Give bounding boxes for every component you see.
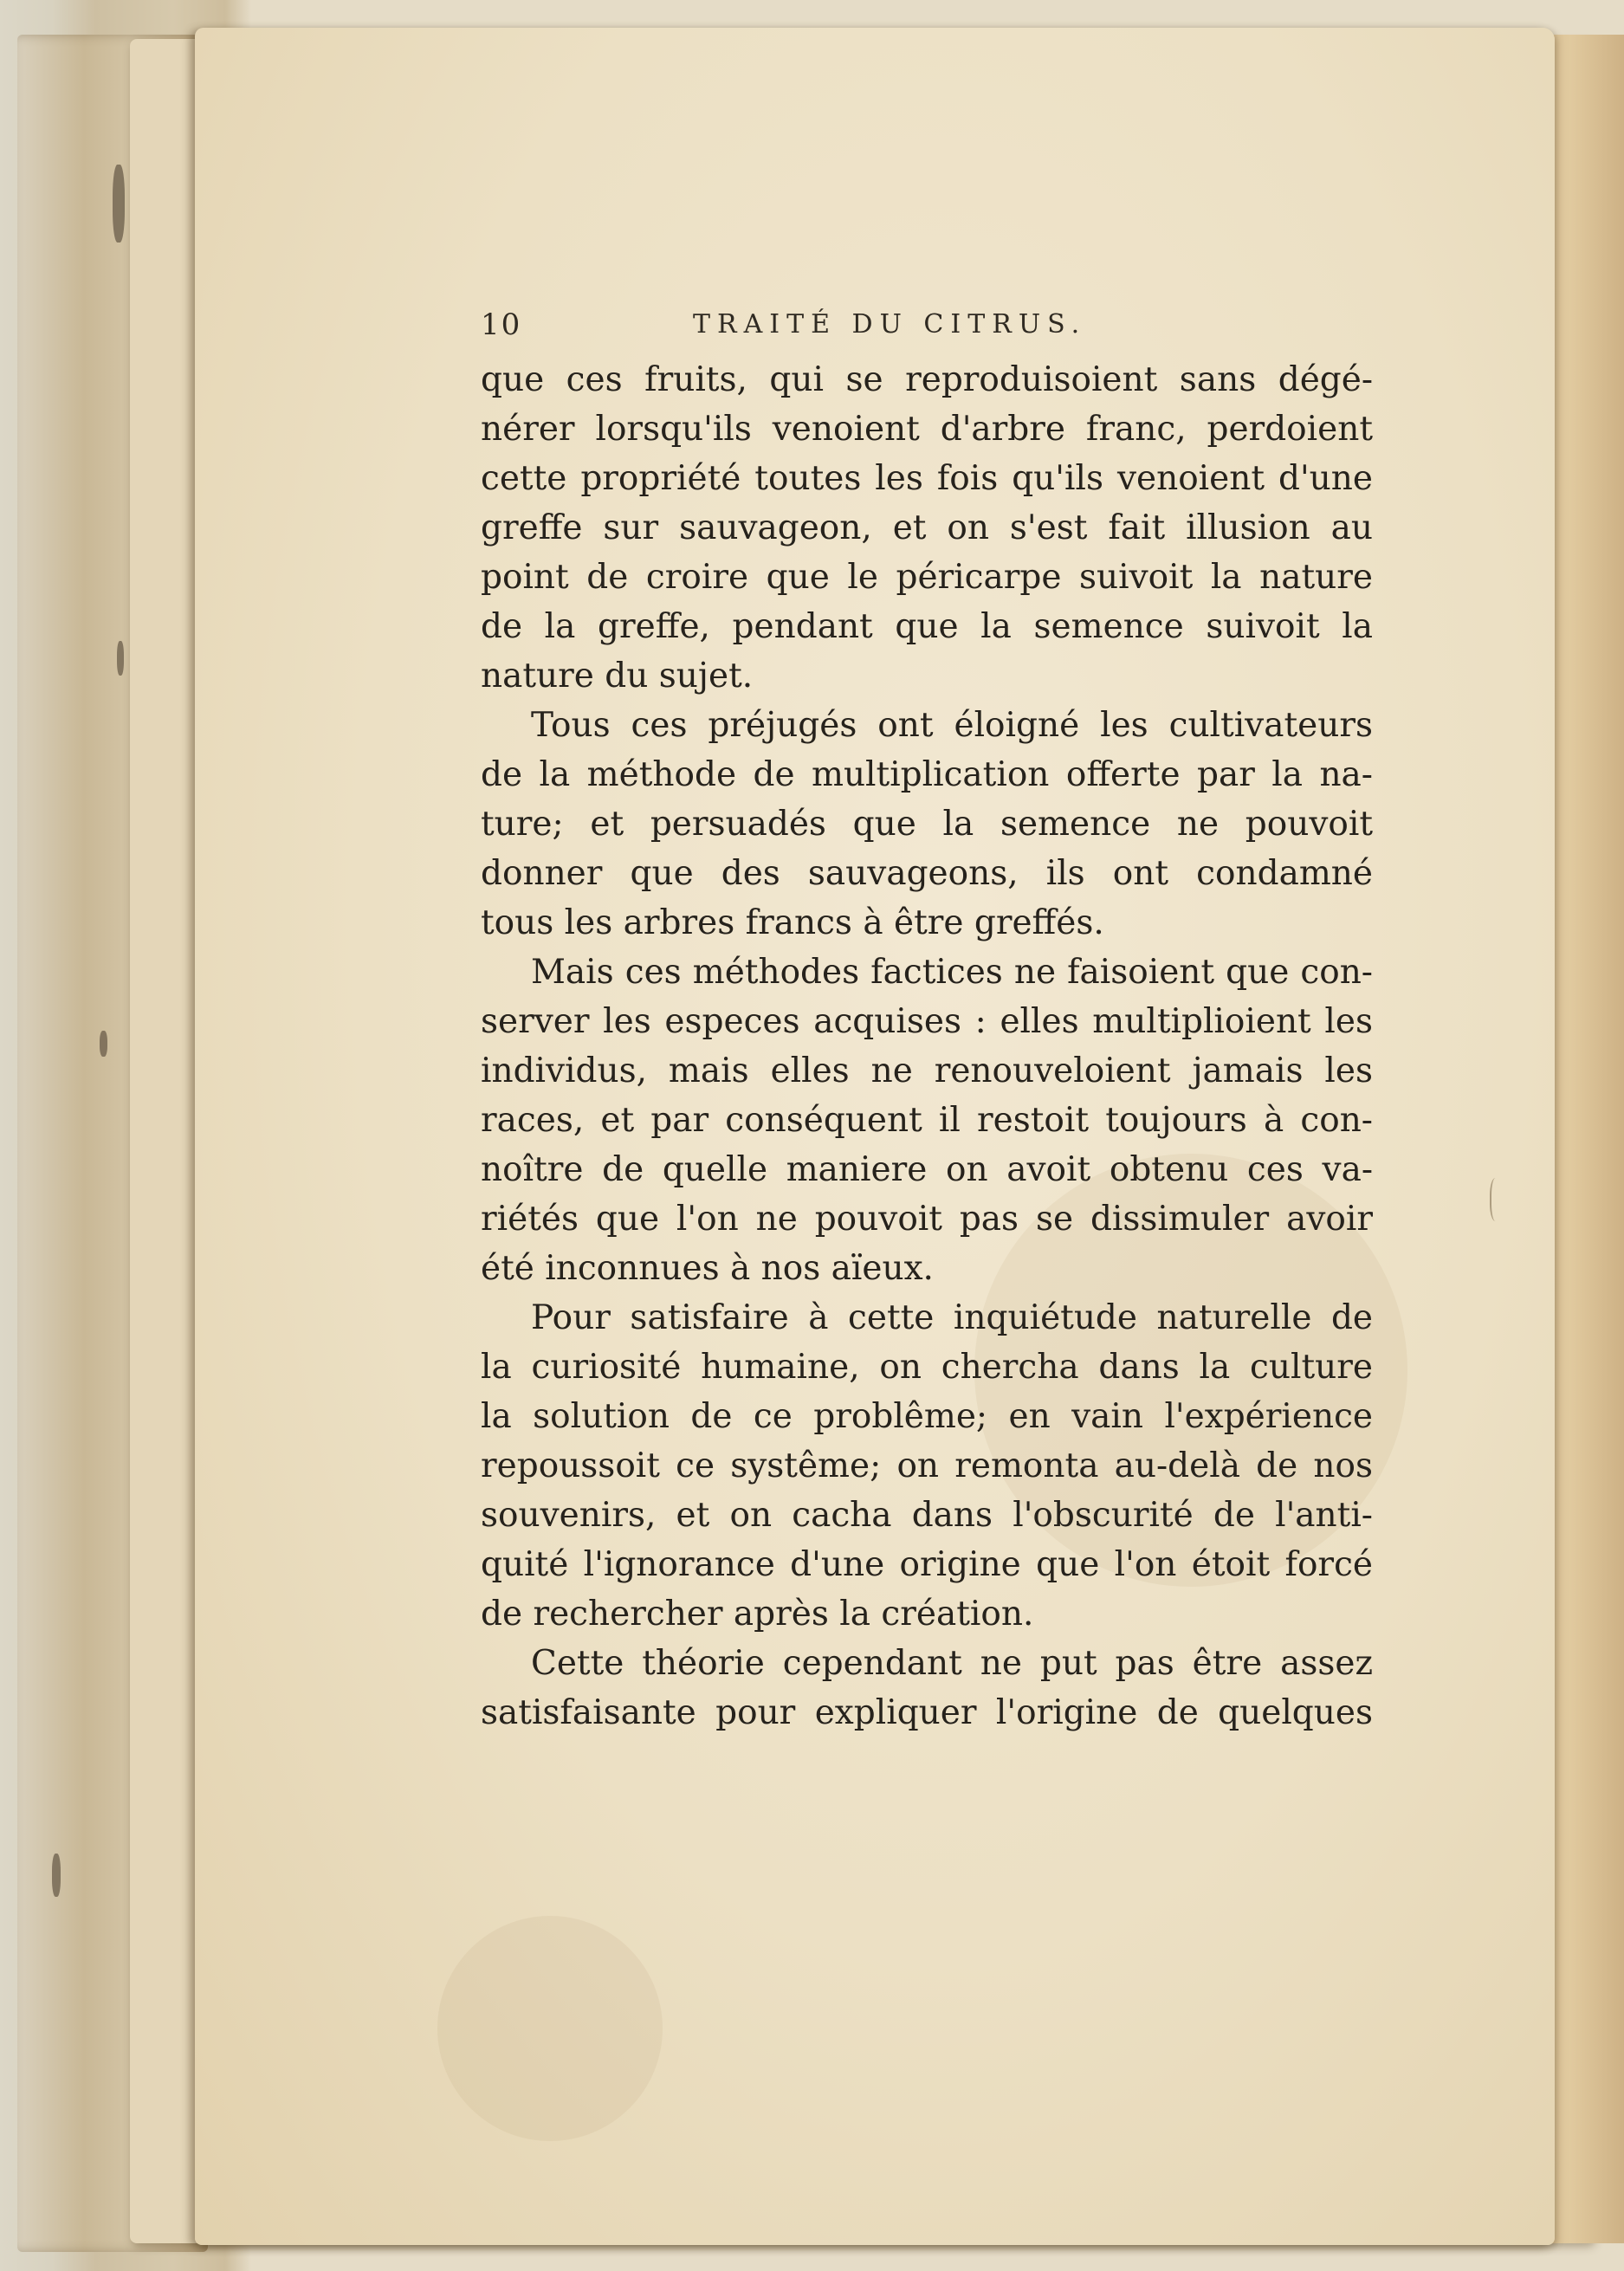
running-head: [481, 307, 1381, 351]
text-line: de la greffe, pendant que la semence suivoit la: [481, 607, 1373, 646]
text-line: ture; et persuadés que la semence ne pouvoit: [481, 805, 1373, 844]
text-line: été inconnues à nos aïeux.: [481, 1249, 934, 1288]
text-line: la curiosité humaine, on chercha dans la culture: [481, 1348, 1373, 1387]
text-line: riétés que l'on ne pouvoit pas se dissimuler avoir: [481, 1200, 1373, 1239]
text-line: individus, mais elles ne renouveloient jamais les: [481, 1051, 1373, 1090]
text-line: Tous ces préjugés ont éloigné les cultivateurs: [531, 706, 1373, 745]
text-line: races, et par conséquent il restoit toujours à con-: [481, 1101, 1373, 1140]
text-line: donner que des sauvageons, ils ont condamné: [481, 854, 1373, 893]
foxing-spot: [113, 165, 125, 243]
foxing-spot: [100, 1031, 107, 1057]
page-fold-mark: [1490, 1178, 1504, 1221]
page-number: 10: [481, 307, 522, 342]
text-line: cette propriété toutes les fois qu'ils venoient d'une: [481, 459, 1373, 498]
text-line: nérer lorsqu'ils venoient d'arbre franc, perdoient: [481, 410, 1373, 449]
text-line: tous les arbres francs à être greffés.: [481, 903, 1104, 942]
text-line: server les especes acquises : elles multiplioient les: [481, 1002, 1373, 1041]
text-line: repoussoit ce systême; on remonta au-delà de nos: [481, 1446, 1373, 1485]
text-line: la solution de ce problême; en vain l'expérience: [481, 1397, 1373, 1436]
foxing-spot: [117, 641, 124, 676]
text-line: satisfaisante pour expliquer l'origine de quelques: [481, 1693, 1373, 1732]
text-line: nature du sujet.: [481, 657, 754, 696]
text-line: souvenirs, et on cacha dans l'obscurité de l'anti-: [481, 1496, 1373, 1535]
paper-stain: [437, 1916, 663, 2141]
foxing-spot: [52, 1854, 61, 1897]
text-line: greffe sur sauvageon, et on s'est fait illusion au: [481, 508, 1373, 547]
text-line: de rechercher après la création.: [481, 1595, 1034, 1634]
text-line: point de croire que le péricarpe suivoit la nature: [481, 558, 1373, 597]
text-line: de la méthode de multiplication offerte par la na-: [481, 755, 1373, 794]
text-line: Pour satisfaire à cette inquiétude naturelle de: [531, 1298, 1373, 1337]
text-line: Cette théorie cependant ne put pas être assez: [531, 1644, 1373, 1683]
text-line: noître de quelle maniere on avoit obtenu ces va-: [481, 1150, 1373, 1189]
text-line: Mais ces méthodes factices ne faisoient que con-: [531, 953, 1373, 992]
text-line: que ces fruits, qui se reproduisoient sans dégé-: [481, 360, 1373, 399]
running-title: TRAITÉ DU CITRUS.: [693, 309, 1087, 340]
text-line: quité l'ignorance d'une origine que l'on étoit forcé: [481, 1545, 1373, 1584]
body-text: [481, 355, 1373, 1737]
